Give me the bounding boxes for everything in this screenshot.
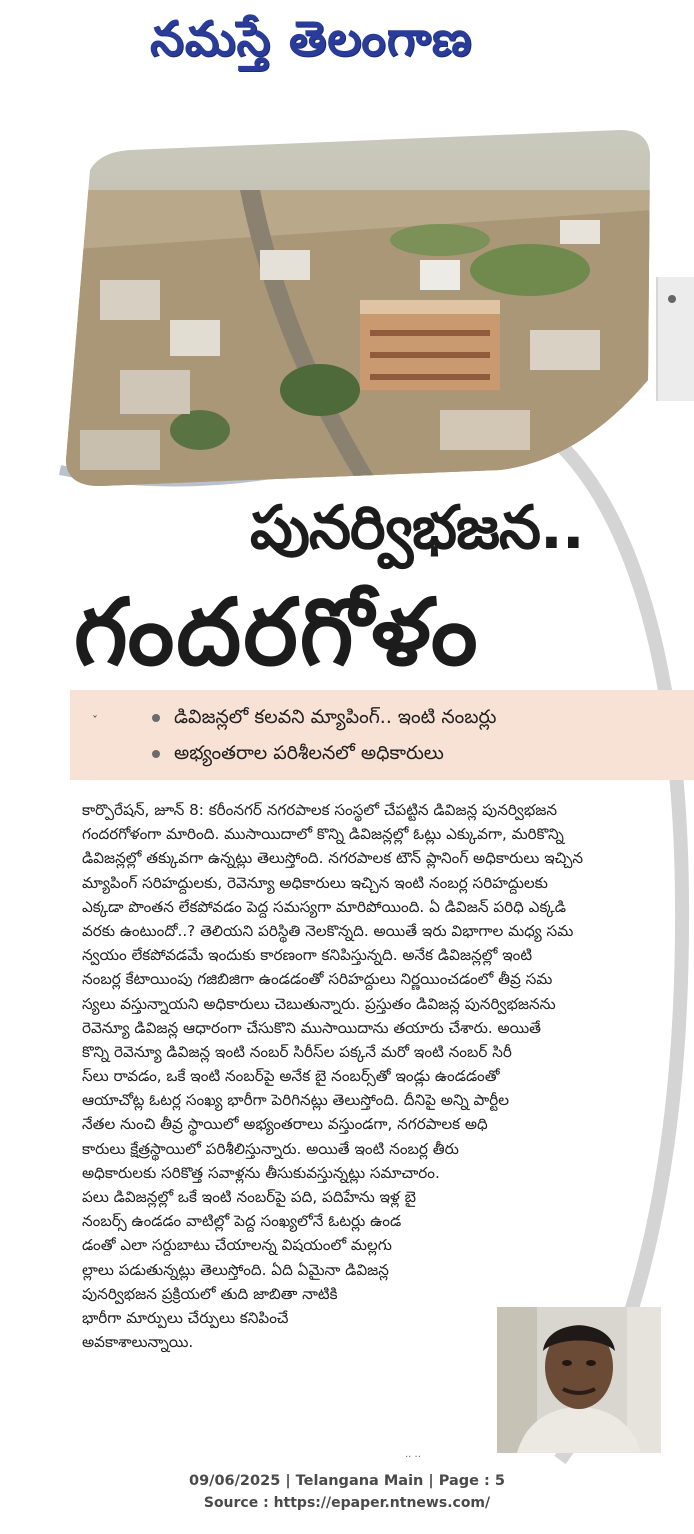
aerial-city-photo [60, 130, 652, 486]
article-body [82, 798, 656, 1354]
article-line: కార్పొరేషన్, జూన్ 8: కరీంనగర్ నగరపాలక సంస్థలో చేపట్టిన డివిజన్ల పునర్విభజన [82, 801, 557, 819]
headline-line-2: గందరగోళం [74, 579, 480, 686]
article-line: నంబర్స్ ఉండడం వాటిల్లో పెద్ద సంఖ్యలోనే ఓటర్లు ఉండ [82, 1212, 402, 1231]
article-line: స్‌లు రావడం, ఒకే ఇంటి నంబర్‌పై అనేక బై నంబర్స్‌తో ఇండ్లు ఉండడంతో [82, 1067, 500, 1086]
article-line: ల్లాలు పడుతున్నట్లు తెలుస్తోంది. ఏది ఏమైనా డివిజన్ల [82, 1260, 389, 1279]
subhead-text: అభ్యంతరాల పరిశీలనలో అధికారులు [174, 742, 444, 764]
article-line: కారులు క్షేత్రస్థాయిలో పరిశీలిస్తున్నారు. అయితే ఇంటి నంబర్ల తీరు [82, 1139, 459, 1158]
page-footer [0, 1470, 694, 1514]
article-line: అవకాశాలున్నాయి. [82, 1333, 194, 1352]
article-line: పునర్విభజన ప్రక్రియలో తుది జాబితా నాటికి [82, 1284, 338, 1303]
masthead-title: నమస్తే తెలంగాణ [150, 11, 473, 67]
subhead-text: డివిజన్లలో కలవని మ్యాపింగ్.. ఇంటి నంబర్లు [174, 706, 497, 728]
subhead-item [152, 733, 444, 773]
bullet-dot [152, 750, 160, 758]
article-line: గందరగోళంగా మారింది. ముసాయిదాలో కొన్ని డివిజన్లల్లో ఓట్లు ఎక్కువగా, మరికొన్ని [82, 825, 564, 844]
article-line: రెవెన్యూ డివిజన్ల ఆధారంగా చేసుకొని ముసాయిదాను తయారు చేశారు. అయితే [82, 1018, 541, 1037]
subhead-item [152, 697, 496, 737]
article-line: మ్యాపింగ్ సరిహద్దులకు, రెవెన్యూ అధికారులు ఇచ్చిన ఇంటి నంబర్ల సరిహద్దులకు [82, 873, 548, 892]
article-line: నేతల నుంచి తీవ్ర స్థాయిలో అభ్యంతరాలు వస్తుండగా, నగరపాలక అధి [82, 1115, 488, 1134]
bullet-dot [668, 295, 676, 303]
article-line: భారీగా మార్పులు చేర్పులు కనిపించే [82, 1308, 289, 1327]
article-line: డివిజన్లల్లో తక్కువగా ఉన్నట్లు తెలుస్తోంది. నగరపాలక టౌన్ ప్లానింగ్ అధికారులు ఇచ్చిన [82, 849, 584, 868]
adjacent-article-tab [656, 277, 694, 401]
headline-line-1: పునర్విభజన.. [250, 493, 584, 563]
footer-source: Source : https://epaper.ntnews.com/ [203, 1495, 491, 1511]
reporter-portrait [497, 1307, 661, 1453]
article-line: ఆయాచోట్ల ఓటర్ల సంఖ్య భారీగా పెరిగినట్లు తెలుస్తోంది. దీనిపై అన్ని పార్టీల [82, 1091, 509, 1110]
article-line: డంతో ఎలా సర్దుబాటు చేయాలన్న విషయంలో మల్లగు [82, 1236, 392, 1255]
edge-mark: ˇ [92, 714, 98, 728]
article-line: ఎక్కడా పొంతన లేకపోవడం పెద్ద సమస్యగా మారిపోయింది. ఏ డివిజన్ పరిధి ఎక్కడి [82, 897, 566, 916]
byline-mark: ·· ·· [405, 1452, 421, 1463]
article-line: కొన్ని రెవెన్యూ డివిజన్ల ఇంటి నంబర్ సిరీస్‌ల పక్కనే మరో ఇంటి నంబర్ సిరీ [82, 1042, 512, 1061]
article-line: పలు డివిజన్లల్లో ఒకే ఇంటి నంబర్‌పై పది, పదిహేను ఇళ్ల బై [82, 1188, 417, 1206]
article-line: వరకు ఉంటుందో..? తెలియని పరిస్థితి నెలకొన్నది. అయితే ఇరు విభాగాల మధ్య సమ [82, 921, 574, 940]
bullet-dot [152, 714, 160, 722]
article-line: అధికారులకు సరికొత్త సవాళ్లను తీసుకువస్తున్నట్లు సమాచారం. [82, 1163, 440, 1182]
article-line: నంబర్ల కేటాయింపు గజిబిజిగా ఉండడంతో సరిహద్దులు నిర్ణయించడంలో తీవ్ర సమ [82, 970, 553, 989]
article-line: న్వయం లేకపోవడమే ఇందుకు కారణంగా కనిపిస్తున్నది. అనేక డివిజన్లల్లో ఇంటి [82, 946, 533, 965]
masthead [0, 0, 694, 80]
article-line: స్యలు వస్తున్నాయని అధికారులు చెబుతున్నారు. ప్రస్తుతం డివిజన్ల పునర్విభజనను [82, 994, 556, 1013]
footer-date-edition: 09/06/2025 | Telangana Main | Page : 5 [188, 1473, 505, 1489]
